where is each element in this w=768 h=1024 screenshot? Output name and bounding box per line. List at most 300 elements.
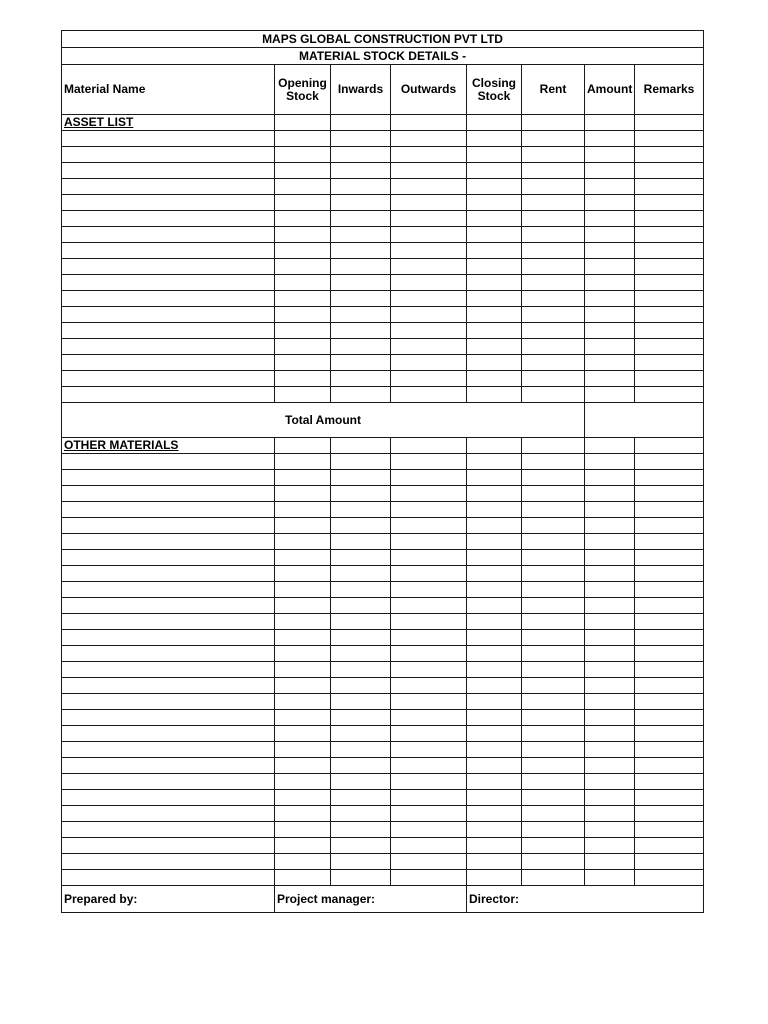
table-cell[interactable] [635, 339, 704, 355]
table-cell[interactable] [585, 854, 635, 870]
table-cell[interactable] [331, 227, 391, 243]
table-cell[interactable] [522, 502, 585, 518]
table-cell[interactable] [275, 275, 331, 291]
table-cell[interactable] [331, 470, 391, 486]
table-cell[interactable] [467, 115, 522, 131]
table-cell[interactable] [635, 307, 704, 323]
table-cell[interactable] [331, 550, 391, 566]
table-cell[interactable] [635, 179, 704, 195]
table-cell[interactable] [331, 518, 391, 534]
table-cell[interactable] [391, 291, 467, 307]
table-cell[interactable] [331, 630, 391, 646]
table-cell[interactable] [635, 566, 704, 582]
table-cell[interactable] [62, 179, 275, 195]
table-cell[interactable] [467, 758, 522, 774]
table-cell[interactable] [585, 323, 635, 339]
table-cell[interactable] [635, 518, 704, 534]
table-cell[interactable] [635, 227, 704, 243]
table-cell[interactable] [62, 502, 275, 518]
table-cell[interactable] [522, 550, 585, 566]
table-cell[interactable] [585, 582, 635, 598]
table-cell[interactable] [585, 291, 635, 307]
table-cell[interactable] [467, 355, 522, 371]
table-cell[interactable] [331, 339, 391, 355]
table-cell[interactable] [331, 582, 391, 598]
table-cell[interactable] [522, 598, 585, 614]
table-cell[interactable] [467, 147, 522, 163]
table-cell[interactable] [62, 195, 275, 211]
table-cell[interactable] [522, 534, 585, 550]
table-cell[interactable] [391, 598, 467, 614]
table-cell[interactable] [62, 163, 275, 179]
table-cell[interactable] [467, 790, 522, 806]
table-cell[interactable] [467, 259, 522, 275]
table-cell[interactable] [585, 163, 635, 179]
table-cell[interactable] [522, 662, 585, 678]
table-cell[interactable] [467, 678, 522, 694]
table-cell[interactable] [331, 115, 391, 131]
table-cell[interactable] [275, 179, 331, 195]
table-cell[interactable] [391, 227, 467, 243]
table-cell[interactable] [635, 502, 704, 518]
table-cell[interactable] [62, 566, 275, 582]
table-cell[interactable] [635, 678, 704, 694]
table-cell[interactable] [467, 275, 522, 291]
table-cell[interactable] [522, 614, 585, 630]
table-cell[interactable] [467, 550, 522, 566]
table-cell[interactable] [331, 243, 391, 259]
table-cell[interactable] [635, 598, 704, 614]
table-cell[interactable] [62, 550, 275, 566]
table-cell[interactable] [331, 534, 391, 550]
table-cell[interactable] [62, 678, 275, 694]
table-cell[interactable] [585, 115, 635, 131]
table-cell[interactable] [331, 598, 391, 614]
table-cell[interactable] [331, 179, 391, 195]
table-cell[interactable] [331, 806, 391, 822]
table-cell[interactable] [275, 259, 331, 275]
table-cell[interactable] [585, 566, 635, 582]
table-cell[interactable] [467, 534, 522, 550]
table-cell[interactable] [331, 614, 391, 630]
table-cell[interactable] [331, 710, 391, 726]
table-cell[interactable] [391, 630, 467, 646]
table-cell[interactable] [522, 323, 585, 339]
table-cell[interactable] [522, 454, 585, 470]
table-cell[interactable] [62, 582, 275, 598]
table-cell[interactable] [391, 582, 467, 598]
table-cell[interactable] [635, 774, 704, 790]
table-cell[interactable] [522, 566, 585, 582]
table-cell[interactable] [635, 470, 704, 486]
table-cell[interactable] [275, 838, 331, 854]
table-cell[interactable] [62, 534, 275, 550]
table-cell[interactable] [331, 758, 391, 774]
table-cell[interactable] [522, 438, 585, 454]
table-cell[interactable] [522, 179, 585, 195]
table-cell[interactable] [635, 211, 704, 227]
table-cell[interactable] [275, 227, 331, 243]
table-cell[interactable] [62, 131, 275, 147]
table-cell[interactable] [391, 470, 467, 486]
table-cell[interactable] [635, 163, 704, 179]
table-cell[interactable] [467, 470, 522, 486]
table-cell[interactable] [522, 774, 585, 790]
table-cell[interactable] [391, 355, 467, 371]
table-cell[interactable] [467, 774, 522, 790]
table-cell[interactable] [585, 355, 635, 371]
table-cell[interactable] [275, 646, 331, 662]
table-cell[interactable] [391, 307, 467, 323]
table-cell[interactable] [275, 550, 331, 566]
table-cell[interactable] [275, 502, 331, 518]
table-cell[interactable] [522, 275, 585, 291]
table-cell[interactable] [275, 518, 331, 534]
table-cell[interactable] [275, 147, 331, 163]
table-cell[interactable] [275, 195, 331, 211]
table-cell[interactable] [635, 822, 704, 838]
table-cell[interactable] [467, 179, 522, 195]
table-cell[interactable] [331, 371, 391, 387]
table-cell[interactable] [467, 870, 522, 886]
table-cell[interactable] [522, 195, 585, 211]
table-cell[interactable] [585, 259, 635, 275]
table-cell[interactable] [62, 758, 275, 774]
table-cell[interactable] [522, 790, 585, 806]
table-cell[interactable] [585, 454, 635, 470]
table-cell[interactable] [522, 147, 585, 163]
table-cell[interactable] [467, 163, 522, 179]
table-cell[interactable] [635, 486, 704, 502]
table-cell[interactable] [585, 710, 635, 726]
table-cell[interactable] [62, 710, 275, 726]
table-cell[interactable] [467, 243, 522, 259]
table-cell[interactable] [391, 790, 467, 806]
table-cell[interactable] [62, 227, 275, 243]
table-cell[interactable] [331, 678, 391, 694]
table-cell[interactable] [635, 131, 704, 147]
table-cell[interactable] [391, 742, 467, 758]
table-cell[interactable] [585, 822, 635, 838]
table-cell[interactable] [331, 742, 391, 758]
table-cell[interactable] [635, 147, 704, 163]
table-cell[interactable] [62, 742, 275, 758]
table-cell[interactable] [585, 371, 635, 387]
table-cell[interactable] [275, 806, 331, 822]
table-cell[interactable] [467, 131, 522, 147]
table-cell[interactable] [467, 806, 522, 822]
table-cell[interactable] [62, 790, 275, 806]
table-cell[interactable] [275, 131, 331, 147]
table-cell[interactable] [275, 211, 331, 227]
table-cell[interactable] [331, 822, 391, 838]
table-cell[interactable] [391, 243, 467, 259]
table-cell[interactable] [275, 678, 331, 694]
table-cell[interactable] [391, 822, 467, 838]
table-cell[interactable] [62, 387, 275, 403]
table-cell[interactable] [275, 710, 331, 726]
table-cell[interactable] [522, 518, 585, 534]
table-cell[interactable] [62, 323, 275, 339]
table-cell[interactable] [585, 774, 635, 790]
table-cell[interactable] [585, 678, 635, 694]
table-cell[interactable] [467, 566, 522, 582]
table-cell[interactable] [62, 307, 275, 323]
table-cell[interactable] [391, 758, 467, 774]
table-cell[interactable] [635, 195, 704, 211]
table-cell[interactable] [522, 822, 585, 838]
table-cell[interactable] [585, 758, 635, 774]
table-cell[interactable] [275, 387, 331, 403]
table-cell[interactable] [522, 742, 585, 758]
table-cell[interactable] [331, 307, 391, 323]
table-cell[interactable] [275, 355, 331, 371]
table-cell[interactable] [522, 227, 585, 243]
table-cell[interactable] [467, 630, 522, 646]
table-cell[interactable] [467, 227, 522, 243]
table-cell[interactable] [391, 147, 467, 163]
table-cell[interactable] [522, 758, 585, 774]
table-cell[interactable] [62, 339, 275, 355]
table-cell[interactable] [635, 662, 704, 678]
table-cell[interactable] [522, 355, 585, 371]
table-cell[interactable] [62, 470, 275, 486]
table-cell[interactable] [522, 694, 585, 710]
table-cell[interactable] [635, 371, 704, 387]
table-cell[interactable] [275, 822, 331, 838]
table-cell[interactable] [275, 758, 331, 774]
table-cell[interactable] [62, 243, 275, 259]
table-cell[interactable] [391, 550, 467, 566]
table-cell[interactable] [391, 163, 467, 179]
total-amount-value[interactable] [585, 403, 704, 438]
table-cell[interactable] [467, 854, 522, 870]
table-cell[interactable] [275, 694, 331, 710]
table-cell[interactable] [331, 646, 391, 662]
table-cell[interactable] [391, 387, 467, 403]
table-cell[interactable] [331, 291, 391, 307]
table-cell[interactable] [275, 470, 331, 486]
table-cell[interactable] [635, 259, 704, 275]
table-cell[interactable] [522, 678, 585, 694]
table-cell[interactable] [585, 550, 635, 566]
table-cell[interactable] [635, 806, 704, 822]
table-cell[interactable] [467, 822, 522, 838]
table-cell[interactable] [585, 211, 635, 227]
table-cell[interactable] [331, 774, 391, 790]
table-cell[interactable] [331, 147, 391, 163]
table-cell[interactable] [585, 387, 635, 403]
table-cell[interactable] [391, 662, 467, 678]
table-cell[interactable] [331, 838, 391, 854]
table-cell[interactable] [585, 742, 635, 758]
table-cell[interactable] [635, 726, 704, 742]
table-cell[interactable] [275, 454, 331, 470]
table-cell[interactable] [275, 742, 331, 758]
table-cell[interactable] [467, 211, 522, 227]
table-cell[interactable] [391, 486, 467, 502]
table-cell[interactable] [522, 582, 585, 598]
table-cell[interactable] [62, 291, 275, 307]
table-cell[interactable] [391, 710, 467, 726]
table-cell[interactable] [467, 726, 522, 742]
table-cell[interactable] [585, 470, 635, 486]
table-cell[interactable] [62, 147, 275, 163]
table-cell[interactable] [585, 646, 635, 662]
table-cell[interactable] [275, 630, 331, 646]
table-cell[interactable] [585, 518, 635, 534]
table-cell[interactable] [331, 854, 391, 870]
table-cell[interactable] [585, 275, 635, 291]
table-cell[interactable] [522, 211, 585, 227]
table-cell[interactable] [585, 339, 635, 355]
table-cell[interactable] [635, 694, 704, 710]
table-cell[interactable] [331, 355, 391, 371]
table-cell[interactable] [585, 694, 635, 710]
table-cell[interactable] [391, 774, 467, 790]
table-cell[interactable] [522, 870, 585, 886]
table-cell[interactable] [62, 694, 275, 710]
table-cell[interactable] [585, 726, 635, 742]
table-cell[interactable] [391, 339, 467, 355]
table-cell[interactable] [275, 163, 331, 179]
table-cell[interactable] [62, 259, 275, 275]
table-cell[interactable] [585, 486, 635, 502]
table-cell[interactable] [635, 742, 704, 758]
table-cell[interactable] [62, 646, 275, 662]
table-cell[interactable] [275, 566, 331, 582]
table-cell[interactable] [467, 486, 522, 502]
table-cell[interactable] [331, 662, 391, 678]
table-cell[interactable] [467, 502, 522, 518]
table-cell[interactable] [635, 550, 704, 566]
table-cell[interactable] [62, 598, 275, 614]
table-cell[interactable] [391, 726, 467, 742]
table-cell[interactable] [391, 502, 467, 518]
table-cell[interactable] [275, 534, 331, 550]
table-cell[interactable] [467, 371, 522, 387]
table-cell[interactable] [391, 211, 467, 227]
table-cell[interactable] [522, 726, 585, 742]
table-cell[interactable] [62, 822, 275, 838]
table-cell[interactable] [331, 211, 391, 227]
table-cell[interactable] [391, 275, 467, 291]
table-cell[interactable] [635, 630, 704, 646]
table-cell[interactable] [467, 662, 522, 678]
table-cell[interactable] [62, 454, 275, 470]
table-cell[interactable] [62, 854, 275, 870]
table-cell[interactable] [467, 339, 522, 355]
table-cell[interactable] [275, 243, 331, 259]
table-cell[interactable] [391, 614, 467, 630]
table-cell[interactable] [635, 710, 704, 726]
table-cell[interactable] [391, 115, 467, 131]
table-cell[interactable] [62, 774, 275, 790]
table-cell[interactable] [522, 131, 585, 147]
table-cell[interactable] [585, 838, 635, 854]
table-cell[interactable] [522, 806, 585, 822]
table-cell[interactable] [635, 854, 704, 870]
table-cell[interactable] [331, 259, 391, 275]
table-cell[interactable] [635, 438, 704, 454]
table-cell[interactable] [275, 307, 331, 323]
table-cell[interactable] [522, 710, 585, 726]
table-cell[interactable] [585, 131, 635, 147]
table-cell[interactable] [635, 534, 704, 550]
table-cell[interactable] [331, 275, 391, 291]
table-cell[interactable] [331, 694, 391, 710]
table-cell[interactable] [467, 742, 522, 758]
table-cell[interactable] [391, 838, 467, 854]
table-cell[interactable] [275, 790, 331, 806]
table-cell[interactable] [62, 371, 275, 387]
table-cell[interactable] [522, 291, 585, 307]
table-cell[interactable] [62, 275, 275, 291]
table-cell[interactable] [585, 307, 635, 323]
table-cell[interactable] [585, 502, 635, 518]
table-cell[interactable] [585, 227, 635, 243]
table-cell[interactable] [275, 662, 331, 678]
table-cell[interactable] [62, 486, 275, 502]
table-cell[interactable] [275, 726, 331, 742]
table-cell[interactable] [635, 243, 704, 259]
table-cell[interactable] [391, 195, 467, 211]
table-cell[interactable] [635, 870, 704, 886]
table-cell[interactable] [391, 870, 467, 886]
table-cell[interactable] [331, 163, 391, 179]
table-cell[interactable] [331, 502, 391, 518]
table-cell[interactable] [275, 614, 331, 630]
table-cell[interactable] [62, 870, 275, 886]
table-cell[interactable] [585, 598, 635, 614]
table-cell[interactable] [522, 387, 585, 403]
table-cell[interactable] [585, 195, 635, 211]
table-cell[interactable] [331, 195, 391, 211]
table-cell[interactable] [467, 710, 522, 726]
table-cell[interactable] [331, 454, 391, 470]
table-cell[interactable] [635, 790, 704, 806]
table-cell[interactable] [331, 486, 391, 502]
table-cell[interactable] [585, 630, 635, 646]
table-cell[interactable] [391, 566, 467, 582]
table-cell[interactable] [585, 870, 635, 886]
table-cell[interactable] [467, 387, 522, 403]
table-cell[interactable] [275, 438, 331, 454]
table-cell[interactable] [391, 179, 467, 195]
table-cell[interactable] [331, 790, 391, 806]
table-cell[interactable] [275, 115, 331, 131]
table-cell[interactable] [275, 371, 331, 387]
table-cell[interactable] [391, 646, 467, 662]
table-cell[interactable] [522, 646, 585, 662]
table-cell[interactable] [585, 438, 635, 454]
table-cell[interactable] [467, 598, 522, 614]
table-cell[interactable] [522, 243, 585, 259]
table-cell[interactable] [635, 355, 704, 371]
table-cell[interactable] [275, 486, 331, 502]
table-cell[interactable] [62, 355, 275, 371]
table-cell[interactable] [635, 275, 704, 291]
table-cell[interactable] [585, 147, 635, 163]
table-cell[interactable] [331, 131, 391, 147]
table-cell[interactable] [62, 211, 275, 227]
table-cell[interactable] [391, 518, 467, 534]
table-cell[interactable] [585, 534, 635, 550]
table-cell[interactable] [635, 646, 704, 662]
table-cell[interactable] [585, 806, 635, 822]
table-cell[interactable] [522, 339, 585, 355]
table-cell[interactable] [635, 387, 704, 403]
